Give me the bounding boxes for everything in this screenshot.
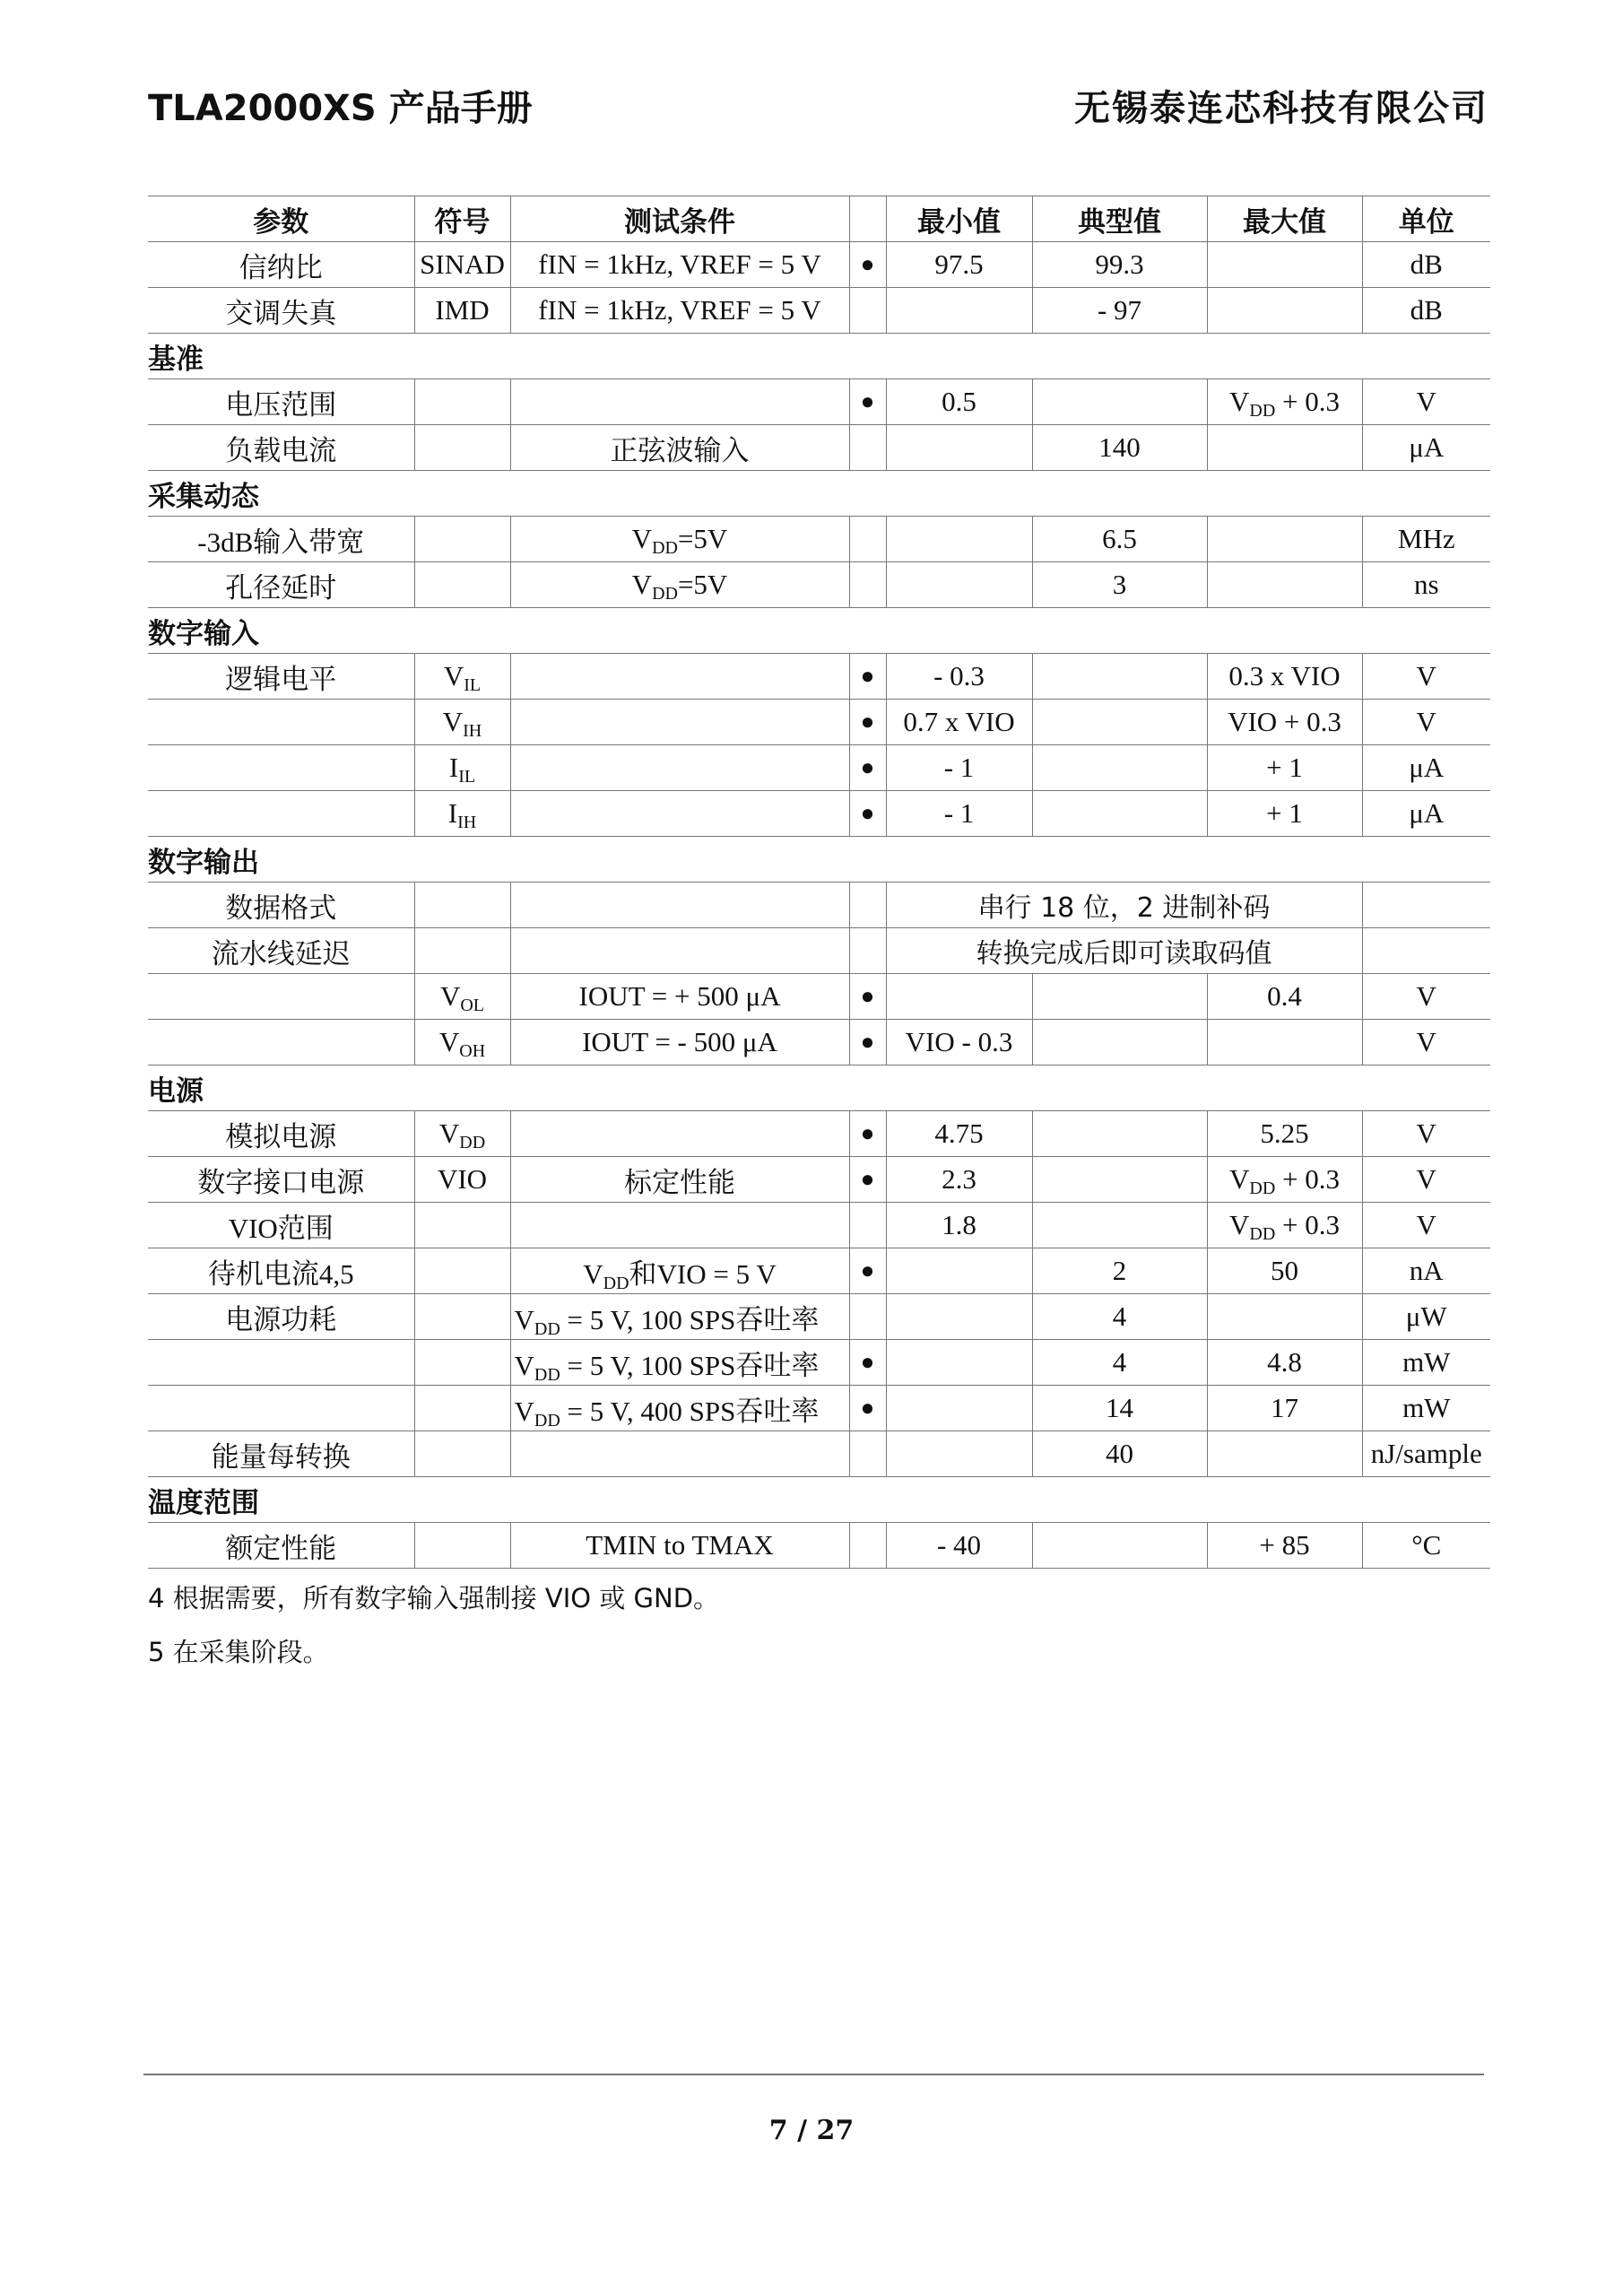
symbol-cell	[414, 425, 510, 471]
symbol-cell: VIO	[414, 1157, 510, 1203]
merged-value-cell: 转换完成后即可读取码值	[886, 928, 1362, 974]
min-cell	[886, 517, 1032, 562]
condition-cell: $V_{DD} = 5$ V, 100 SPS吞吐率	[510, 1340, 849, 1386]
max-cell	[1207, 1020, 1362, 1065]
min-cell: 1.8	[886, 1203, 1032, 1248]
section-label: 数字输出	[148, 837, 1490, 883]
table-row	[148, 1431, 1490, 1477]
condition-cell: IOUT = + 500 μA	[510, 974, 849, 1020]
typ-cell: - 97	[1032, 288, 1207, 334]
max-cell: VIO + 0.3	[1207, 700, 1362, 745]
table-row	[148, 379, 1490, 425]
min-cell	[886, 974, 1032, 1020]
max-cell	[1207, 1294, 1362, 1340]
symbol-cell: $V_{DD}$	[414, 1111, 510, 1157]
section-row	[148, 1065, 1490, 1111]
param-cell: 电源功耗	[148, 1294, 414, 1340]
section-label: 电源	[148, 1065, 1490, 1111]
symbol-cell: IMD	[414, 288, 510, 334]
symbol-cell	[414, 1248, 510, 1294]
max-cell: $V_{DD} + 0.3$	[1207, 1203, 1362, 1248]
marker-cell: ●	[849, 1020, 886, 1065]
typ-cell: 4	[1032, 1294, 1207, 1340]
param-cell	[148, 791, 414, 837]
table-row	[148, 700, 1490, 745]
condition-cell: $V_{DD}=5V$	[510, 562, 849, 608]
param-cell: 交调失真	[148, 288, 414, 334]
symbol-cell	[414, 517, 510, 562]
unit-cell: V	[1362, 974, 1490, 1020]
param-cell: VIO范围	[148, 1203, 414, 1248]
symbol-cell	[414, 562, 510, 608]
max-cell: 5.25	[1207, 1111, 1362, 1157]
param-cell: 数据格式	[148, 883, 414, 928]
min-cell: 2.3	[886, 1157, 1032, 1203]
marker-cell: ●	[849, 1111, 886, 1157]
param-cell: 待机电流4,5	[148, 1248, 414, 1294]
table-row	[148, 1386, 1490, 1431]
unit-cell: V	[1362, 1203, 1490, 1248]
max-cell: 4.8	[1207, 1340, 1362, 1386]
min-cell	[886, 1431, 1032, 1477]
table-header-row	[148, 196, 1490, 242]
unit-cell: V	[1362, 379, 1490, 425]
unit-cell: mW	[1362, 1386, 1490, 1431]
param-cell	[148, 1340, 414, 1386]
unit-cell: V	[1362, 1111, 1490, 1157]
param-cell	[148, 974, 414, 1020]
column-header-marker	[849, 196, 886, 242]
section-label: 基准	[148, 334, 1490, 379]
table-row	[148, 654, 1490, 700]
condition-cell	[510, 745, 849, 791]
min-cell	[886, 288, 1032, 334]
table-row	[148, 562, 1490, 608]
symbol-cell	[414, 379, 510, 425]
column-header-min: 最小值	[886, 196, 1032, 242]
column-header-typ: 典型值	[1032, 196, 1207, 242]
condition-cell	[510, 700, 849, 745]
condition-cell: $V_{DD} = 5$ V, 100 SPS吞吐率	[510, 1294, 849, 1340]
unit-cell: nJ/sample	[1362, 1431, 1490, 1477]
condition-cell	[510, 928, 849, 974]
typ-cell: 2	[1032, 1248, 1207, 1294]
table-row	[148, 242, 1490, 288]
marker-cell	[849, 517, 886, 562]
marker-cell: ●	[849, 700, 886, 745]
param-cell: -3dB输入带宽	[148, 517, 414, 562]
typ-cell	[1032, 1020, 1207, 1065]
marker-cell: ●	[849, 974, 886, 1020]
condition-cell	[510, 654, 849, 700]
condition-cell: 标定性能	[510, 1157, 849, 1203]
marker-cell: ●	[849, 379, 886, 425]
symbol-cell	[414, 928, 510, 974]
company-name: 无锡泰连芯科技有限公司	[1074, 88, 1488, 129]
marker-cell	[849, 1431, 886, 1477]
symbol-cell	[414, 1340, 510, 1386]
table-row	[148, 974, 1490, 1020]
condition-cell: IOUT = - 500 μA	[510, 1020, 849, 1065]
table-row	[148, 288, 1490, 334]
unit-cell: °C	[1362, 1523, 1490, 1569]
condition-cell: TMIN to TMAX	[510, 1523, 849, 1569]
symbol-cell	[414, 1203, 510, 1248]
unit-cell	[1362, 928, 1490, 974]
product-name: TLA2000XS	[148, 88, 377, 129]
symbol-cell	[414, 883, 510, 928]
typ-cell: 4	[1032, 1340, 1207, 1386]
typ-cell: 40	[1032, 1431, 1207, 1477]
condition-cell	[510, 1203, 849, 1248]
max-cell	[1207, 242, 1362, 288]
min-cell: 4.75	[886, 1111, 1032, 1157]
param-cell: 逻辑电平	[148, 654, 414, 700]
unit-cell: μA	[1362, 425, 1490, 471]
min-cell	[886, 562, 1032, 608]
table-row	[148, 883, 1490, 928]
table-row	[148, 928, 1490, 974]
marker-cell	[849, 1294, 886, 1340]
column-header-unit: 单位	[1362, 196, 1490, 242]
unit-cell: μA	[1362, 791, 1490, 837]
typ-cell	[1032, 654, 1207, 700]
marker-cell: ●	[849, 1248, 886, 1294]
condition-cell	[510, 379, 849, 425]
section-row	[148, 608, 1490, 654]
param-cell: 负载电流	[148, 425, 414, 471]
typ-cell: 14	[1032, 1386, 1207, 1431]
marker-cell	[849, 425, 886, 471]
typ-cell	[1032, 974, 1207, 1020]
condition-cell: 正弦波输入	[510, 425, 849, 471]
max-cell: + 1	[1207, 745, 1362, 791]
marker-cell: ●	[849, 1340, 886, 1386]
param-cell: 能量每转换	[148, 1431, 414, 1477]
section-row	[148, 837, 1490, 883]
symbol-cell	[414, 1294, 510, 1340]
typ-cell	[1032, 1203, 1207, 1248]
unit-cell: μA	[1362, 745, 1490, 791]
marker-cell	[849, 883, 886, 928]
min-cell	[886, 425, 1032, 471]
condition-cell	[510, 791, 849, 837]
section-label: 数字输入	[148, 608, 1490, 654]
table-row	[148, 1111, 1490, 1157]
marker-cell: ●	[849, 1386, 886, 1431]
marker-cell: ●	[849, 745, 886, 791]
section-row	[148, 1477, 1490, 1523]
unit-cell: V	[1362, 1020, 1490, 1065]
typ-cell	[1032, 700, 1207, 745]
specifications-table-body	[148, 196, 1490, 1569]
unit-cell: ns	[1362, 562, 1490, 608]
table-row	[148, 517, 1490, 562]
document-header-title	[148, 86, 533, 131]
symbol-cell: $V_{OL}$	[414, 974, 510, 1020]
symbol-cell	[414, 1386, 510, 1431]
typ-cell	[1032, 745, 1207, 791]
footnote-5: 5 在采集阶段。	[148, 1637, 329, 1667]
condition-cell	[510, 1431, 849, 1477]
condition-cell: $V_{DD}$和VIO = 5 V	[510, 1248, 849, 1294]
min-cell: VIO - 0.3	[886, 1020, 1032, 1065]
symbol-cell: SINAD	[414, 242, 510, 288]
table-row	[148, 791, 1490, 837]
marker-cell: ●	[849, 791, 886, 837]
condition-cell: $V_{DD} = 5$ V, 400 SPS吞吐率	[510, 1386, 849, 1431]
unit-cell: dB	[1362, 242, 1490, 288]
typ-cell	[1032, 1523, 1207, 1569]
max-cell: $V_{DD} + 0.3$	[1207, 1157, 1362, 1203]
unit-cell	[1362, 883, 1490, 928]
min-cell: 0.7 x VIO	[886, 700, 1032, 745]
param-cell	[148, 1386, 414, 1431]
unit-cell: mW	[1362, 1340, 1490, 1386]
marker-cell	[849, 928, 886, 974]
table-row	[148, 1340, 1490, 1386]
section-label: 温度范围	[148, 1477, 1490, 1523]
param-cell	[148, 700, 414, 745]
table-row	[148, 1020, 1490, 1065]
typ-cell: 140	[1032, 425, 1207, 471]
typ-cell	[1032, 379, 1207, 425]
min-cell: 0.5	[886, 379, 1032, 425]
min-cell: - 0.3	[886, 654, 1032, 700]
column-header-condition: 测试条件	[510, 196, 849, 242]
min-cell: - 40	[886, 1523, 1032, 1569]
column-header-max: 最大值	[1207, 196, 1362, 242]
document-type: 产品手册	[388, 88, 533, 129]
min-cell	[886, 1294, 1032, 1340]
unit-cell: V	[1362, 700, 1490, 745]
symbol-cell: $I_{IL}$	[414, 745, 510, 791]
table-row	[148, 745, 1490, 791]
max-cell: + 85	[1207, 1523, 1362, 1569]
max-cell: $V_{DD} + 0.3$	[1207, 379, 1362, 425]
marker-cell: ●	[849, 1157, 886, 1203]
max-cell: 0.4	[1207, 974, 1362, 1020]
unit-cell: nA	[1362, 1248, 1490, 1294]
param-cell: 电压范围	[148, 379, 414, 425]
marker-cell	[849, 1203, 886, 1248]
condition-cell	[510, 1111, 849, 1157]
condition-cell: $V_{DD}=5V$	[510, 517, 849, 562]
unit-cell: dB	[1362, 288, 1490, 334]
min-cell: - 1	[886, 791, 1032, 837]
column-header-param: 参数	[148, 196, 414, 242]
typ-cell	[1032, 791, 1207, 837]
marker-cell	[849, 562, 886, 608]
param-cell: 数字接口电源	[148, 1157, 414, 1203]
max-cell: 0.3 x VIO	[1207, 654, 1362, 700]
min-cell	[886, 1248, 1032, 1294]
section-row	[148, 471, 1490, 517]
min-cell	[886, 1386, 1032, 1431]
typ-cell: 3	[1032, 562, 1207, 608]
max-cell	[1207, 1431, 1362, 1477]
table-row	[148, 1157, 1490, 1203]
table-row	[148, 1248, 1490, 1294]
max-cell	[1207, 288, 1362, 334]
section-label: 采集动态	[148, 471, 1490, 517]
param-cell: 流水线延迟	[148, 928, 414, 974]
unit-cell: μW	[1362, 1294, 1490, 1340]
unit-cell: MHz	[1362, 517, 1490, 562]
max-cell	[1207, 562, 1362, 608]
max-cell: 17	[1207, 1386, 1362, 1431]
marker-cell	[849, 288, 886, 334]
marker-cell	[849, 1523, 886, 1569]
symbol-cell	[414, 1523, 510, 1569]
footer-divider	[143, 2074, 1484, 2075]
param-cell	[148, 745, 414, 791]
param-cell: 模拟电源	[148, 1111, 414, 1157]
max-cell	[1207, 425, 1362, 471]
symbol-cell: $V_{OH}$	[414, 1020, 510, 1065]
column-header-symbol: 符号	[414, 196, 510, 242]
typ-cell: 6.5	[1032, 517, 1207, 562]
specifications-table	[148, 196, 1490, 1569]
param-cell	[148, 1020, 414, 1065]
min-cell: 97.5	[886, 242, 1032, 288]
min-cell: - 1	[886, 745, 1032, 791]
merged-value-cell: 串行 18 位，2 进制补码	[886, 883, 1362, 928]
condition-cell	[510, 883, 849, 928]
section-row	[148, 334, 1490, 379]
symbol-cell: $I_{IH}$	[414, 791, 510, 837]
table-row	[148, 1294, 1490, 1340]
condition-cell: fIN = 1kHz, VREF = 5 V	[510, 288, 849, 334]
unit-cell: V	[1362, 1157, 1490, 1203]
footnote-4: 4 根据需要，所有数字输入强制接 VIO 或 GND。	[148, 1583, 720, 1613]
param-cell: 信纳比	[148, 242, 414, 288]
typ-cell	[1032, 1157, 1207, 1203]
max-cell	[1207, 517, 1362, 562]
typ-cell: 99.3	[1032, 242, 1207, 288]
page-number: 7 / 27	[768, 2115, 855, 2146]
max-cell: 50	[1207, 1248, 1362, 1294]
condition-cell: fIN = 1kHz, VREF = 5 V	[510, 242, 849, 288]
table-row	[148, 425, 1490, 471]
symbol-cell	[414, 1431, 510, 1477]
param-cell: 孔径延时	[148, 562, 414, 608]
marker-cell: ●	[849, 654, 886, 700]
typ-cell	[1032, 1111, 1207, 1157]
table-row	[148, 1203, 1490, 1248]
min-cell	[886, 1340, 1032, 1386]
symbol-cell: $V_{IL}$	[414, 654, 510, 700]
unit-cell: V	[1362, 654, 1490, 700]
marker-cell: ●	[849, 242, 886, 288]
table-row	[148, 1523, 1490, 1569]
max-cell: + 1	[1207, 791, 1362, 837]
param-cell: 额定性能	[148, 1523, 414, 1569]
symbol-cell: $V_{IH}$	[414, 700, 510, 745]
